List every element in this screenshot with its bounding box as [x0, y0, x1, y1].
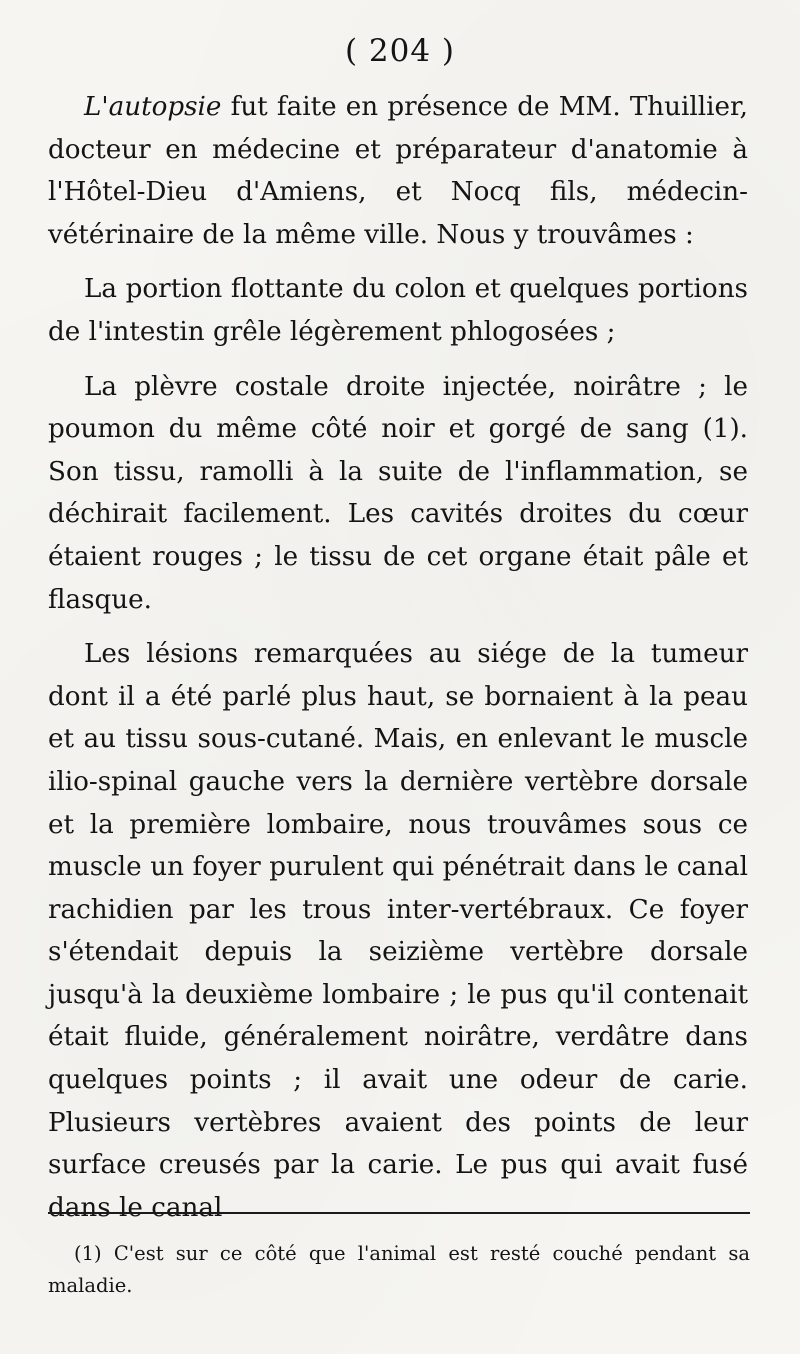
paragraph-autopsy-intro: [48, 86, 748, 256]
footnote-divider: [48, 1212, 750, 1214]
paragraph-text: Les lésions remarquées au siége de la tumeur dont il a été parlé plus haut, se bornaient à la peau et au tissu sous-cutané. Mais, en enlevant le muscle ilio-spinal gauche vers la dernière vertèbre dorsale et la première lombaire, nous trouvâmes sous ce muscle un foyer purulent qui pénétrait dans le canal rachidien par les trous inter-vertébraux. Ce foyer s'étendait depuis la seizième vertèbre dorsale jusqu'à la deuxième lombaire ; le pus qu'il contenait était fluide, généralement noirâtre, verdâtre dans quelques points ; il avait une odeur de carie. Plusieurs vertèbres avaient des points de leur surface creusés par la carie. Le pus qui avait fusé dans le canal: [48, 639, 748, 1223]
paragraph-lesions: [48, 633, 748, 1229]
body-text: [48, 86, 748, 1229]
paragraph-text: La portion flottante du colon et quelques portions de l'intestin grêle légèrement phlogosées ;: [48, 274, 748, 347]
italic-lead-word: L'autopsie: [84, 92, 222, 122]
paragraph-intestine: [48, 268, 748, 353]
paragraph-text: La plèvre costale droite injectée, noirâtre ; le poumon du même côté noir et gorgé de sang (1). Son tissu, ramolli à la suite de l'inflammation, se déchirait facilement. Les cavités droites du cœur étaient rouges ; le tissu de cet organe était pâle et flasque.: [48, 371, 748, 615]
footnote: (1) C'est sur ce côté que l'animal est resté couché pendant sa maladie.: [48, 1242, 750, 1297]
paragraph-text: fut faite en présence de MM. Thuillier, docteur en médecine et préparateur d'anatomie à l'Hôtel-Dieu d'Amiens, et Nocq fils, médecin-vétérinaire de la même ville. Nous y trouvâmes :: [48, 92, 748, 250]
paragraph-pleura: [48, 366, 748, 622]
page-number: ( 204 ): [344, 33, 456, 69]
